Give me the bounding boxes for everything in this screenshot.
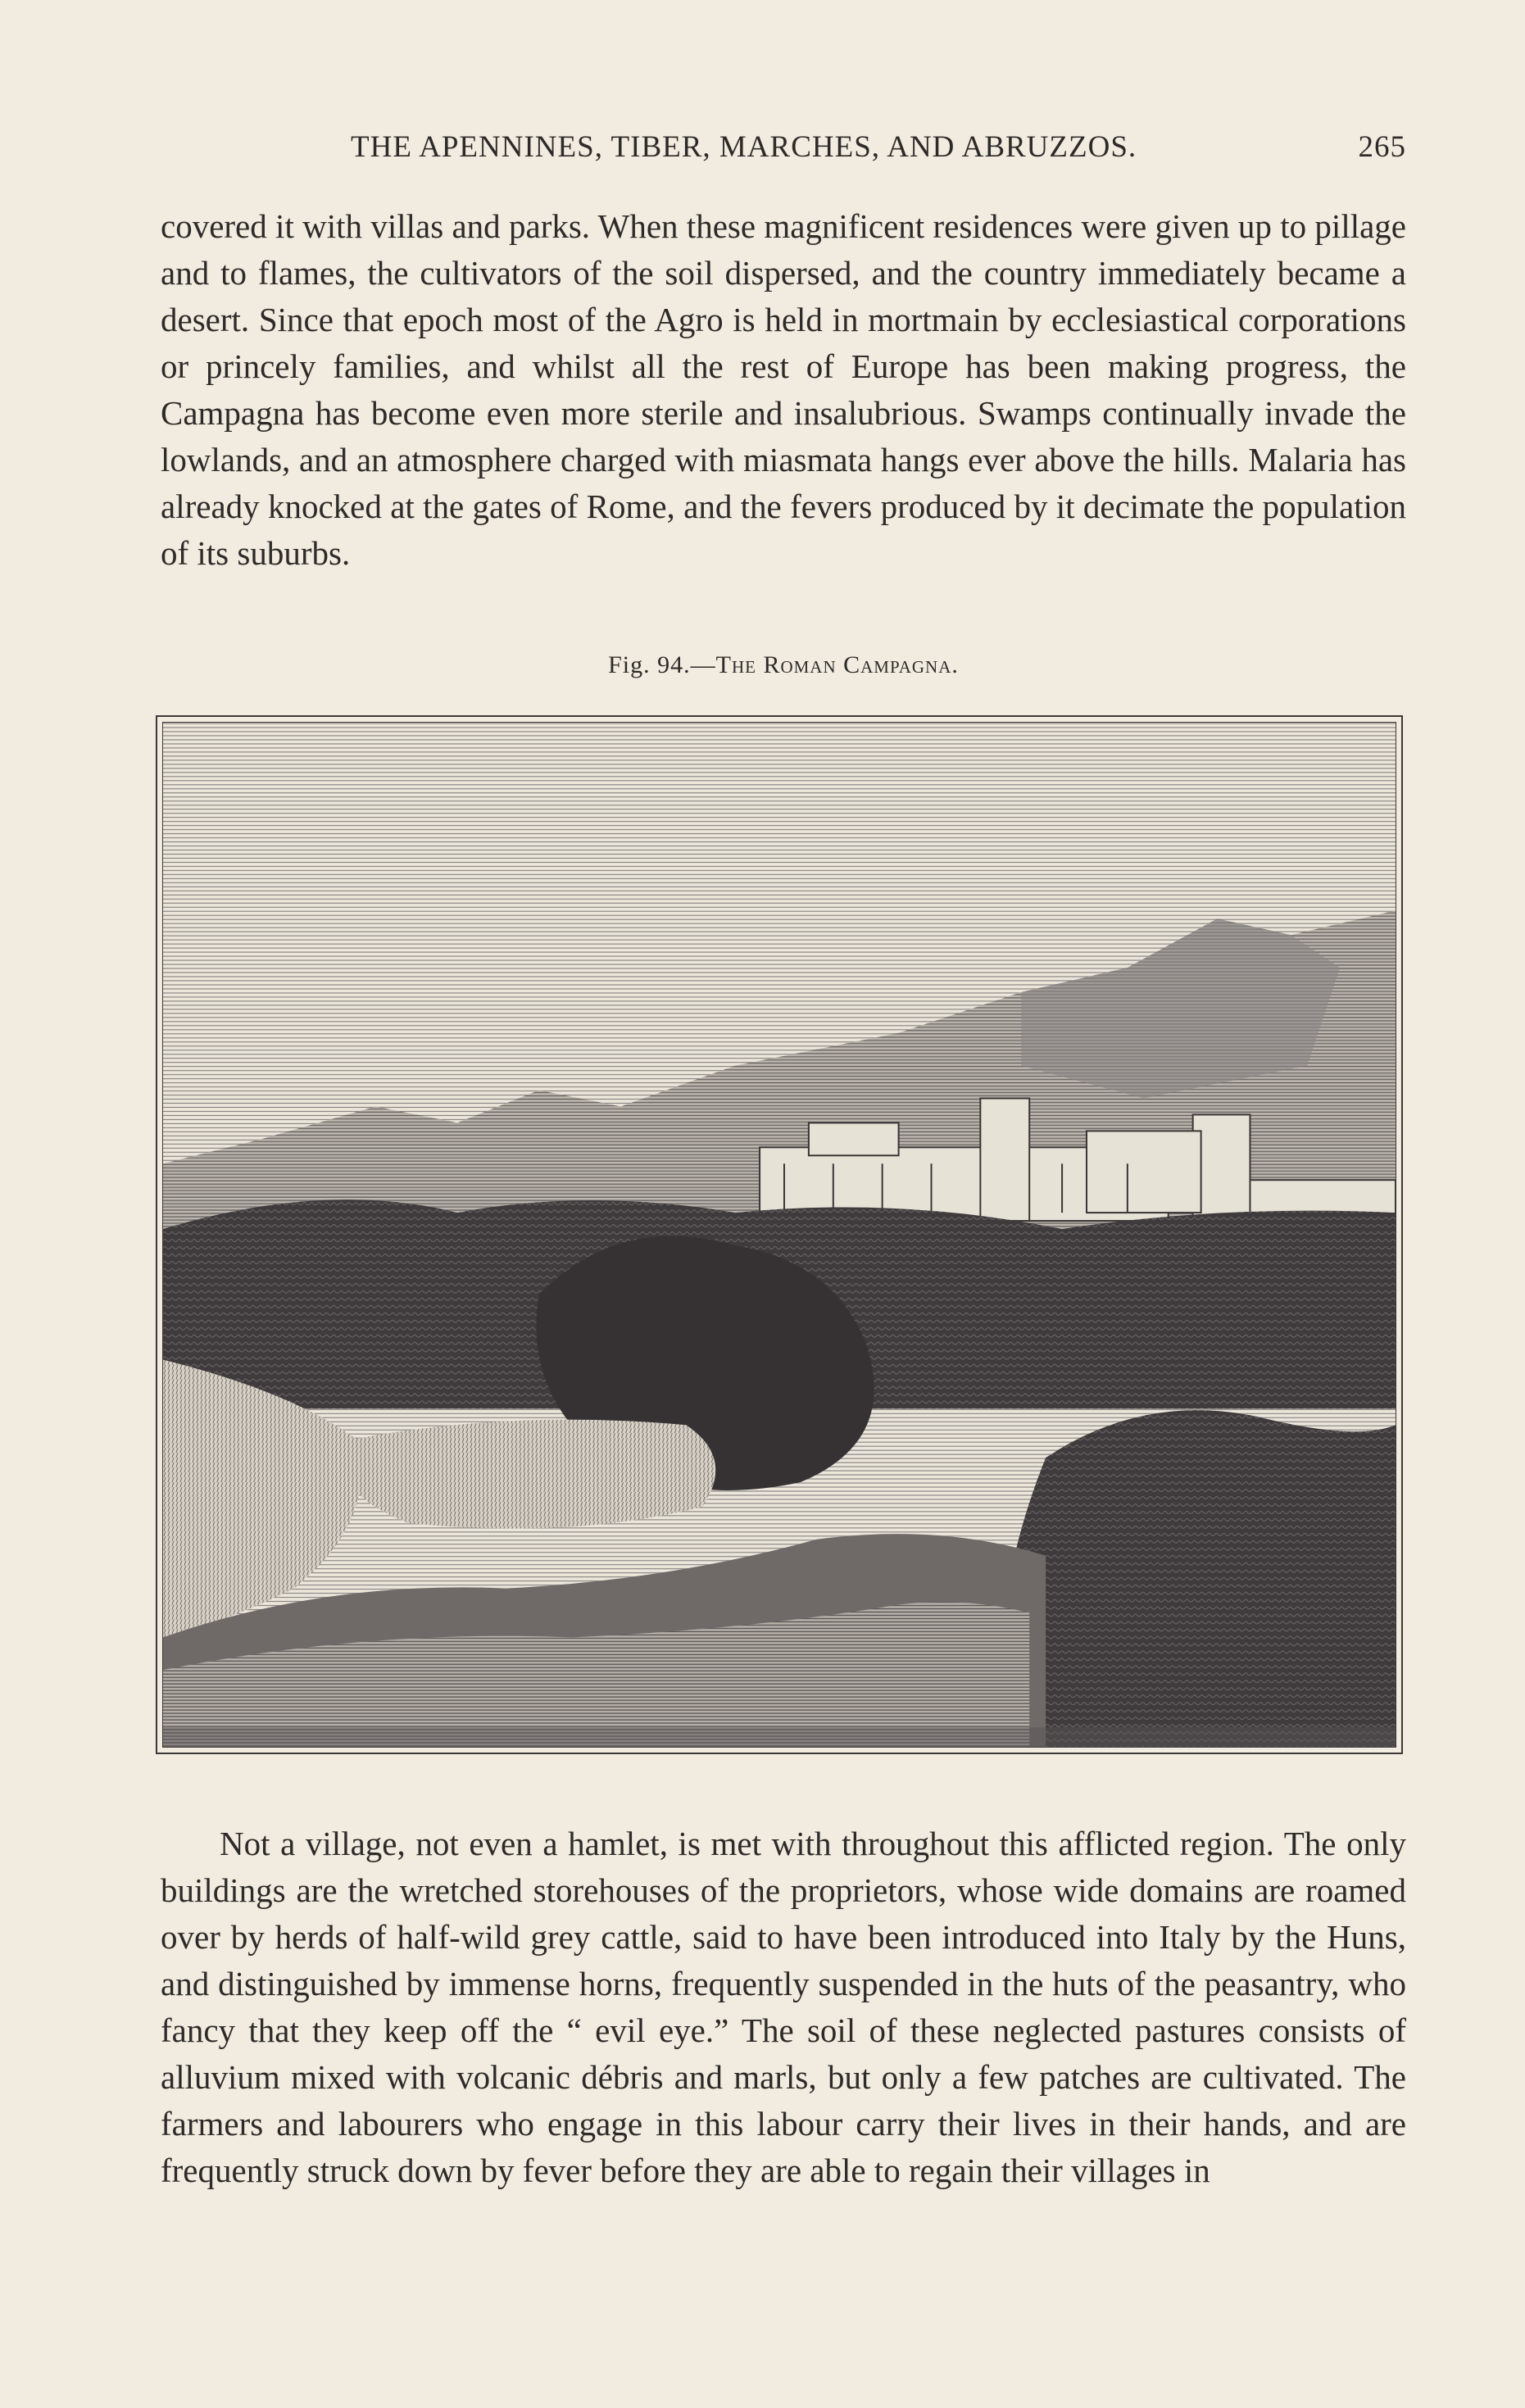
page-number: 265 — [1358, 130, 1406, 164]
figure-engraving — [162, 722, 1396, 1748]
figure-caption-title: The Roman Campagna. — [715, 651, 959, 678]
figure-engraving-frame — [156, 715, 1403, 1754]
running-header — [161, 129, 1406, 170]
figure-caption — [161, 651, 1406, 679]
figure-caption-number: Fig. 94.— — [608, 651, 716, 678]
campagna-landscape-illustration — [163, 723, 1396, 1747]
running-title: THE APENNINES, TIBER, MARCHES, AND ABRUZZOS. — [351, 130, 1137, 164]
body-paragraph-2: Not a village, not even a hamlet, is met with throughout this afflicted region. The only buildings are the wretched storehouses of the proprietors, whose wide domains are roamed over by herds of half-wild grey cattle, said to have been introduced into Italy by the Huns, and distinguished by immense horns, frequently suspended in the huts of the peasantry, who fancy that they keep off the “ evil eye.” The soil of these neglected pastures consists of alluvium mixed with volcanic débris and marls, but only a few patches are cultivated. The farmers and labourers who engage in this labour carry their lives in their hands, and are frequently struck down by fever before they are able to regain their villages in — [161, 1825, 1406, 2189]
body-paragraph-1: covered it with villas and parks. When these magnificent residences were given up to pillage and to flames, the cultivators of the soil dispersed, and the country immediately became a desert. Since that epoch most of the Agro is held in mortmain by ecclesiastical corporations or princely families, and whilst all the rest of Europe has been making progress, the Campagna has become even more sterile and insalubrious. Swamps continually invade the lowlands, and an atmosphere charged with miasmata hangs ever above the hills. Malaria has already knocked at the gates of Rome, and the fevers produced by it decimate the population of its suburbs. — [161, 207, 1406, 572]
